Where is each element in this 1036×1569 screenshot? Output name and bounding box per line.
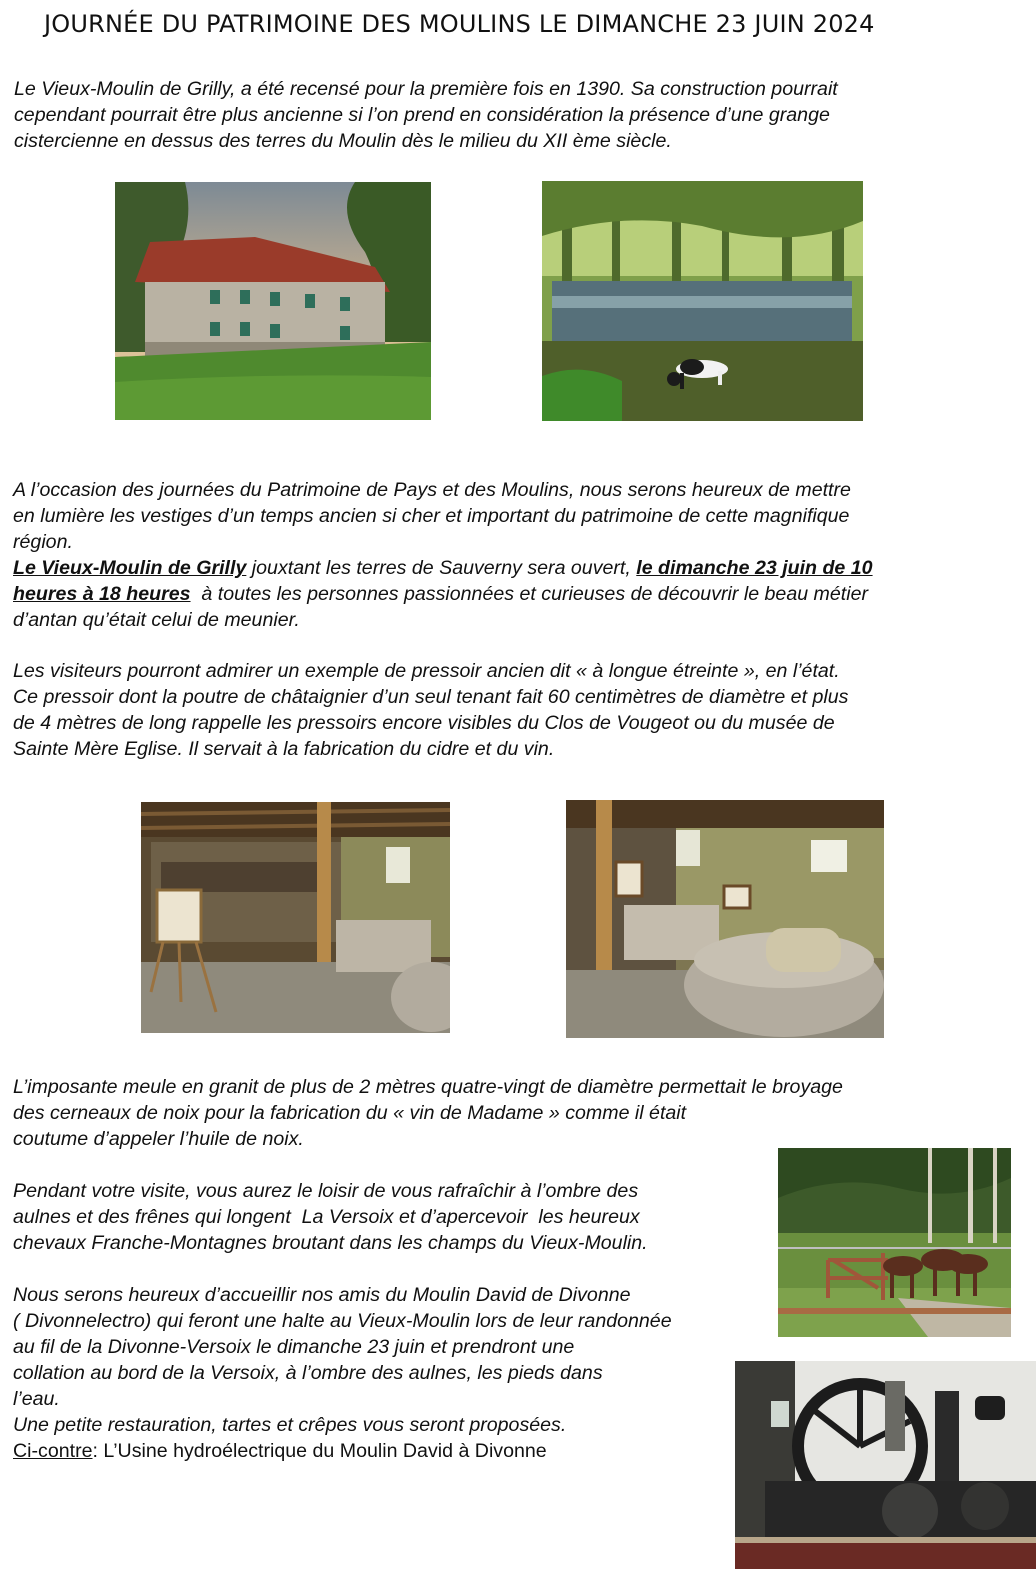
visit-line: aulnes et des frênes qui longent La Versoix et d’apercevoir les heureux [13,1206,640,1228]
occasion-line: en lumière les vestiges d’un temps ancien si cher et important du patrimoine de cette magnifique [13,505,850,527]
occasion-line: région. [13,531,73,553]
press-line: Les visiteurs pourront admirer un exemple de pressoir ancien dit « à longue étreinte », en l’état. [13,660,840,682]
visit-line: chevaux Franche-Montagnes broutant dans les champs du Vieux-Moulin. [13,1232,648,1254]
opening-text: à toutes les personnes passionnées et curieuses de découvrir le beau métier [190,583,868,605]
friends-line: ( Divonnelectro) qui feront une halte au Vieux-Moulin lors de leur randonnée [13,1310,672,1332]
millstone-interior-photo [566,800,884,1038]
press-interior-photo [141,802,450,1033]
caption-text: : L’Usine hydroélectrique du Moulin David à Divonne [92,1440,547,1462]
occasion-paragraph [13,477,873,633]
press-line: Ce pressoir dont la poutre de châtaignier d’un seul tenant fait 60 centimètres de diamètre et plus [13,686,849,708]
opening-text: d’antan qu’était celui de meunier. [13,609,300,631]
press-line: Sainte Mère Eglise. Il servait à la fabrication du cidre et du vin. [13,738,555,760]
intro-paragraph [14,76,838,154]
vieux-moulin-link[interactable]: Le Vieux-Moulin de Grilly [13,557,247,579]
friends-line: au fil de la Divonne-Versoix le dimanche 23 juin et prendront une [13,1336,575,1358]
pond-dog-photo [542,181,863,421]
opening-date: le dimanche 23 juin de 10 [636,557,873,579]
press-line: de 4 mètres de long rappelle les pressoirs encore visibles du Clos de Vougeot ou du musée de [13,712,835,734]
page-title: JOURNÉE DU PATRIMOINE DES MOULINS LE DIMANCHE 23 JUIN 2024 [44,10,875,38]
friends-line: collation au bord de la Versoix, à l’ombre des aulnes, les pieds dans [13,1362,603,1384]
hydroelectric-machine-photo [735,1361,1036,1569]
intro-line: cistercienne en dessus des terres du Moulin dès le milieu du XII ème siècle. [14,130,672,152]
millstone-line: des cerneaux de noix pour la fabrication du « vin de Madame » comme il était [13,1102,687,1124]
caption-label: Ci-contre [13,1440,93,1462]
millstone-paragraph [13,1074,843,1152]
friends-line: Nous serons heureux d’accueillir nos amis du Moulin David de Divonne [13,1284,631,1306]
visit-line: Pendant votre visite, vous aurez le loisir de vous rafraîchir à l’ombre des [13,1180,639,1202]
intro-line: cependant pourrait être plus ancienne si l’on prend en considération la présence d’une grange [14,104,830,126]
millstone-line: L’imposante meule en granit de plus de 2 mètres quatre-vingt de diamètre permettait le broyage [13,1076,843,1098]
millstone-line: coutume d’appeler l’huile de noix. [13,1128,304,1150]
occasion-line: A l’occasion des journées du Patrimoine de Pays et des Moulins, nous serons heureux de mettre [13,479,851,501]
visit-paragraph [13,1178,648,1256]
press-paragraph [13,658,848,762]
friends-paragraph [13,1282,672,1464]
mill-house-photo [115,182,431,420]
opening-text: jouxtant les terres de Sauverny sera ouvert, [246,557,637,579]
opening-hours: heures à 18 heures [13,583,191,605]
friends-line: l’eau. [13,1388,60,1410]
horses-photo [778,1148,1011,1337]
friends-line: Une petite restauration, tartes et crêpes vous seront proposées. [13,1414,567,1436]
intro-line: Le Vieux-Moulin de Grilly, a été recensé pour la première fois en 1390. Sa construction pourrait [14,78,838,100]
